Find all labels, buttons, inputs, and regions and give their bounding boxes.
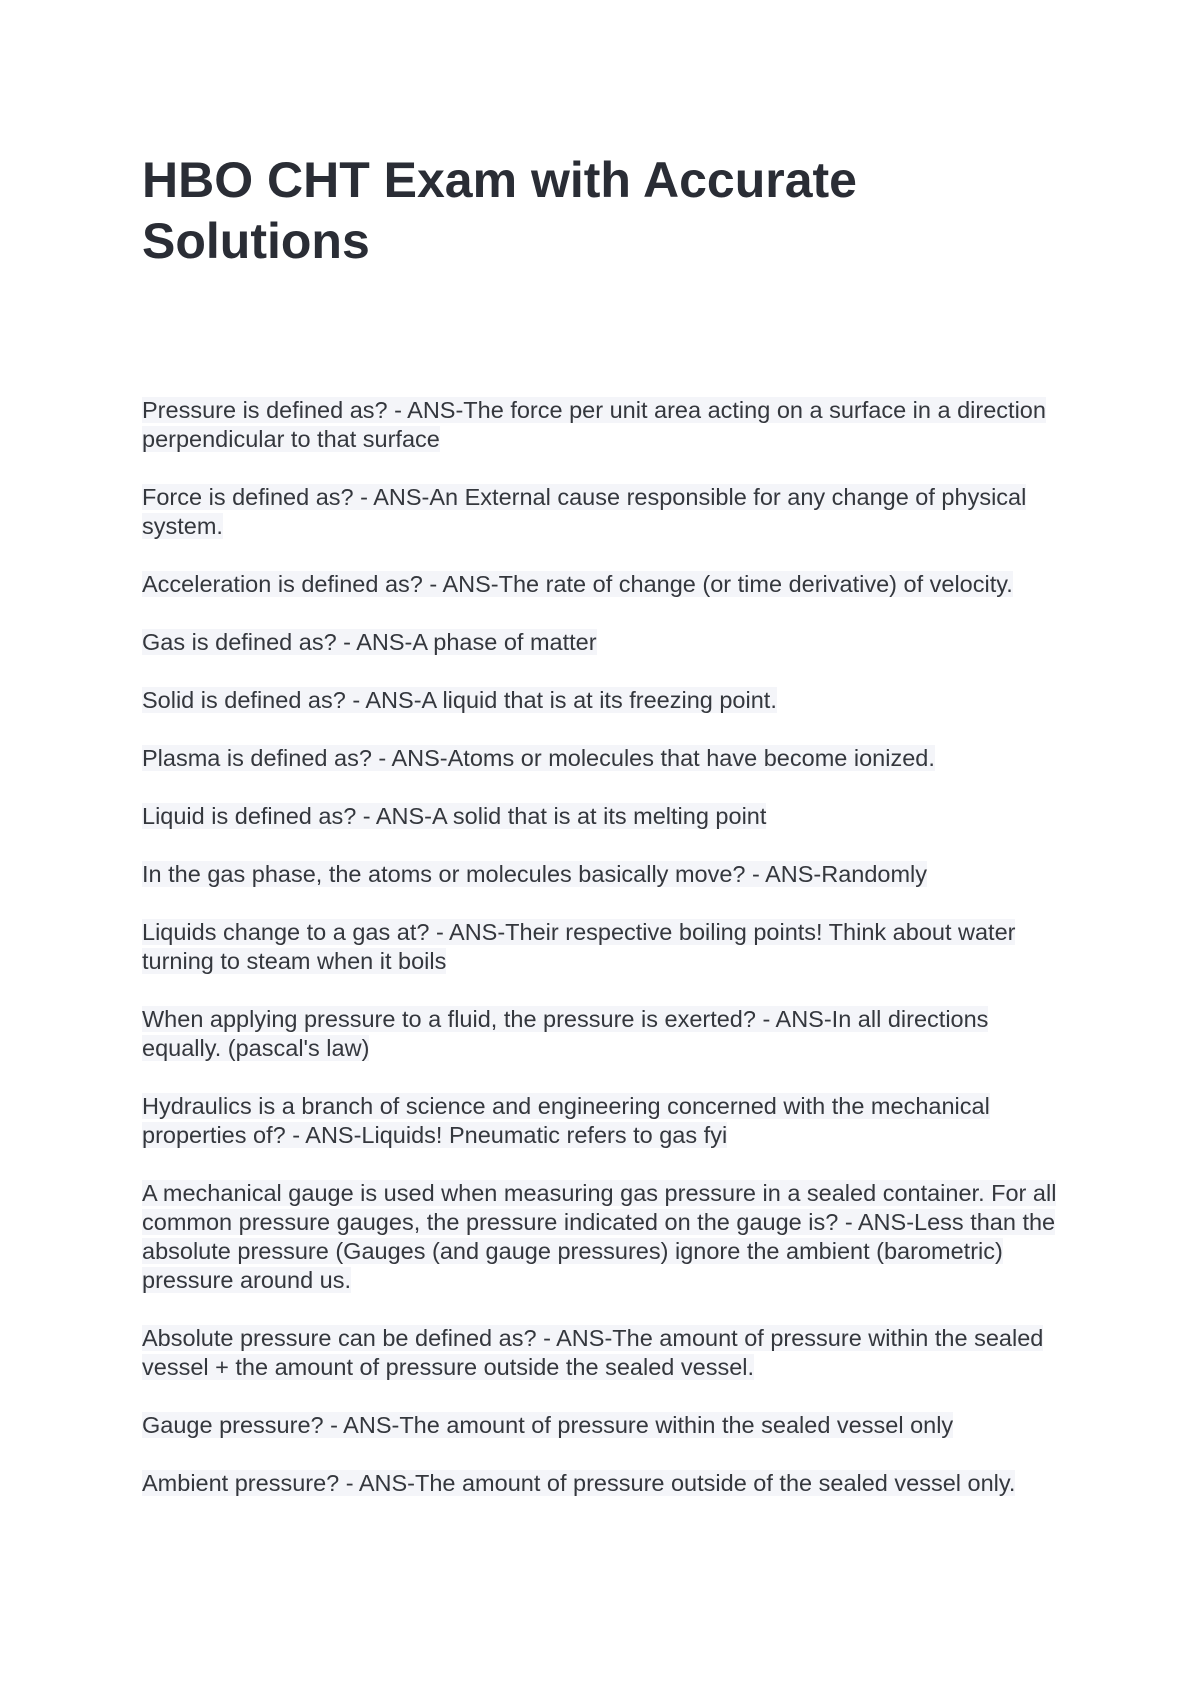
qa-item-ambient-pressure: Ambient pressure? - ANS-The amount of pressure outside of the sealed vessel only. — [142, 1470, 1016, 1496]
qa-item-liquid: Liquid is defined as? - ANS-A solid that is at its melting point — [142, 803, 767, 829]
qa-item-pressure: Pressure is defined as? - ANS-The force per unit area acting on a surface in a direction perpendicular to that surface — [142, 397, 1046, 452]
qa-item-gas-phase: In the gas phase, the atoms or molecules basically move? - ANS-Randomly — [142, 861, 928, 887]
qa-item-boiling: Liquids change to a gas at? - ANS-Their respective boiling points! Think about water turning to steam when it boils — [142, 919, 1016, 974]
qa-item-plasma: Plasma is defined as? - ANS-Atoms or molecules that have become ionized. — [142, 745, 935, 771]
qa-item-absolute-pressure: Absolute pressure can be defined as? - ANS-The amount of pressure within the sealed vessel + the amount of pressure outside the sealed vessel. — [142, 1325, 1044, 1380]
qa-item-hydraulics: Hydraulics is a branch of science and engineering concerned with the mechanical properties of? - ANS-Liquids! Pneumatic refers to gas fyi — [142, 1093, 990, 1148]
qa-item-solid: Solid is defined as? - ANS-A liquid that is at its freezing point. — [142, 687, 777, 713]
qa-item-pascal: When applying pressure to a fluid, the pressure is exerted? - ANS-In all directions equally. (pascal's law) — [142, 1006, 989, 1061]
qa-list — [142, 396, 1062, 1498]
qa-item-force: Force is defined as? - ANS-An External cause responsible for any change of physical system. — [142, 484, 1027, 539]
qa-item-mechanical-gauge: A mechanical gauge is used when measuring gas pressure in a sealed container. For all common pressure gauges, the pressure indicated on the gauge is? - ANS-Less than the absolute pressure (Gauges (and gauge pressures) ignore the ambient (barometric) pressure around us. — [142, 1180, 1057, 1293]
document-title: HBO CHT Exam with Accurate Solutions — [142, 152, 857, 269]
qa-item-acceleration: Acceleration is defined as? - ANS-The rate of change (or time derivative) of velocity. — [142, 571, 1013, 597]
qa-item-gas: Gas is defined as? - ANS-A phase of matter — [142, 629, 597, 655]
document-page — [142, 150, 1062, 1527]
qa-item-gauge-pressure: Gauge pressure? - ANS-The amount of pressure within the sealed vessel only — [142, 1412, 954, 1438]
